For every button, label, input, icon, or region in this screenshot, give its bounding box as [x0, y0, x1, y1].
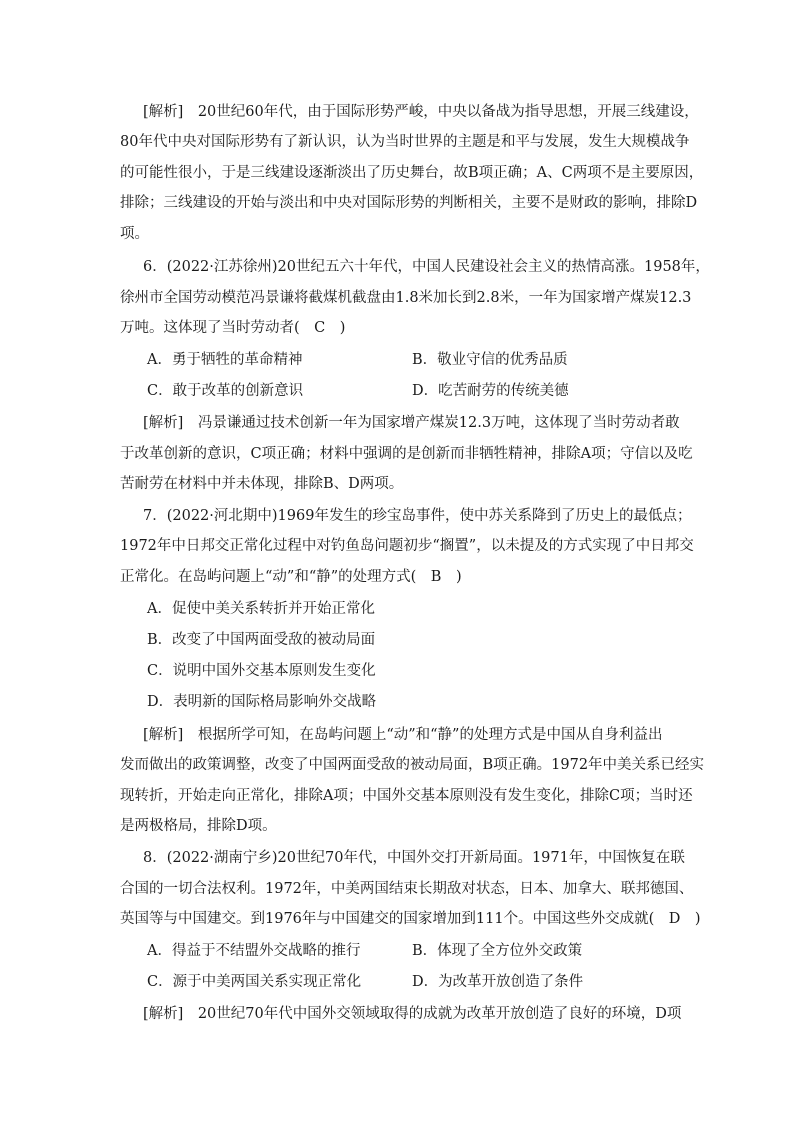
question-6-option-c: C．敢于改革的创新意识 — [147, 383, 304, 399]
analysis-5-line-3: 的可能性很小，于是三线建设逐渐淡出了历史舞台，故B项正确；A、C两项不是主要原因， — [120, 165, 704, 181]
question-8-line-2: 合国的一切合法权利。1972年，中美两国结束长期敌对状态，日本、加拿大、联邦德国、 — [120, 881, 694, 897]
analysis-5-line-4: 排除；三线建设的开始与淡出和中央对国际形势的判断相关，主要不是财政的影响，排除D — [120, 195, 698, 211]
analysis-5-line-1: [解析] 20世纪60年代，由于国际形势严峻，中央以备战为指导思想，开展三线建设， — [143, 104, 699, 120]
analysis-7-line-2: 发而做出的政策调整，改变了中国两面受敌的被动局面，B项正确。1972年中美关系已经实 — [120, 757, 705, 773]
question-7-line-3: 正常化。在岛屿问题上“动”和“静”的处理方式( B ) — [120, 569, 462, 585]
analysis-7-line-4: 是两极格局，排除D项。 — [120, 818, 277, 834]
question-8-option-a: A．得益于不结盟外交战略的推行 — [147, 943, 361, 959]
analysis-8-line-1: [解析] 20世纪70年代中国外交领域取得的成就为改革开放创造了良好的环境，D项 — [143, 1006, 682, 1022]
analysis-5-line-2: 80年代中央对国际形势有了新认识，认为当时世界的主题是和平与发展，发生大规模战争 — [120, 134, 690, 150]
question-6-line-1: 6．(2022·江苏徐州)20世纪五六十年代，中国人民建设社会主义的热情高涨。1958年， — [143, 259, 710, 275]
question-6-option-d: D．吃苦耐劳的传统美德 — [412, 383, 569, 399]
question-7-option-a: A．促使中美关系转折并开始正常化 — [147, 601, 375, 617]
analysis-7-line-3: 现转折，开始走向正常化，排除A项；中国外交基本原则没有发生变化，排除C项；当时还 — [120, 788, 693, 804]
analysis-5-line-5: 项。 — [120, 226, 149, 242]
question-8-option-c: C．源于中美两国关系实现正常化 — [147, 974, 362, 990]
analysis-6-line-3: 苦耐劳在材料中并未体现，排除B、D两项。 — [120, 476, 404, 492]
question-7-option-d: D．表明新的国际格局影响外交战略 — [147, 694, 377, 710]
analysis-7-line-1: [解析] 根据所学可知，在岛屿问题上“动”和“静”的处理方式是中国从自身利益出 — [143, 727, 663, 743]
question-8-option-b: B．体现了全方位外交政策 — [412, 943, 583, 959]
question-7-option-c: C．说明中国外交基本原则发生变化 — [147, 663, 376, 679]
question-7-option-b: B．改变了中国两面受敌的被动局面 — [147, 632, 376, 648]
analysis-6-line-2: 于改革创新的意识，C项正确；材料中强调的是创新而非牺牲精神，排除A项；守信以及吃 — [120, 446, 693, 462]
question-6-option-a: A．勇于牺牲的革命精神 — [147, 352, 303, 368]
question-7-line-1: 7．(2022·河北期中)1969年发生的珍宝岛事件，使中苏关系降到了历史上的最低点； — [143, 508, 692, 524]
question-6-option-b: B．敬业守信的优秀品质 — [412, 352, 568, 368]
question-6-line-2: 徐州市全国劳动模范冯景谦将截煤机截盘由1.8米加长到2.8米，一年为国家增产煤炭12.3 — [120, 290, 692, 306]
analysis-6-line-1: [解析] 冯景谦通过技术创新一年为国家增产煤炭12.3万吨，这体现了当时劳动者敢 — [143, 415, 680, 431]
question-6-line-3: 万吨。这体现了当时劳动者( C ) — [120, 320, 346, 336]
question-7-line-2: 1972年中日邦交正常化过程中对钓鱼岛问题初步“搁置”，以未提及的方式实现了中日邦交 — [120, 538, 694, 554]
question-8-line-3: 英国等与中国建交。到1976年与中国建交的国家增加到111个。中国这些外交成就( D ) — [120, 911, 701, 927]
question-8-option-d: D．为改革开放创造了条件 — [412, 974, 584, 990]
question-8-line-1: 8．(2022·湖南宁乡)20世纪70年代，中国外交打开新局面。1971年，中国恢复在联 — [143, 850, 685, 866]
